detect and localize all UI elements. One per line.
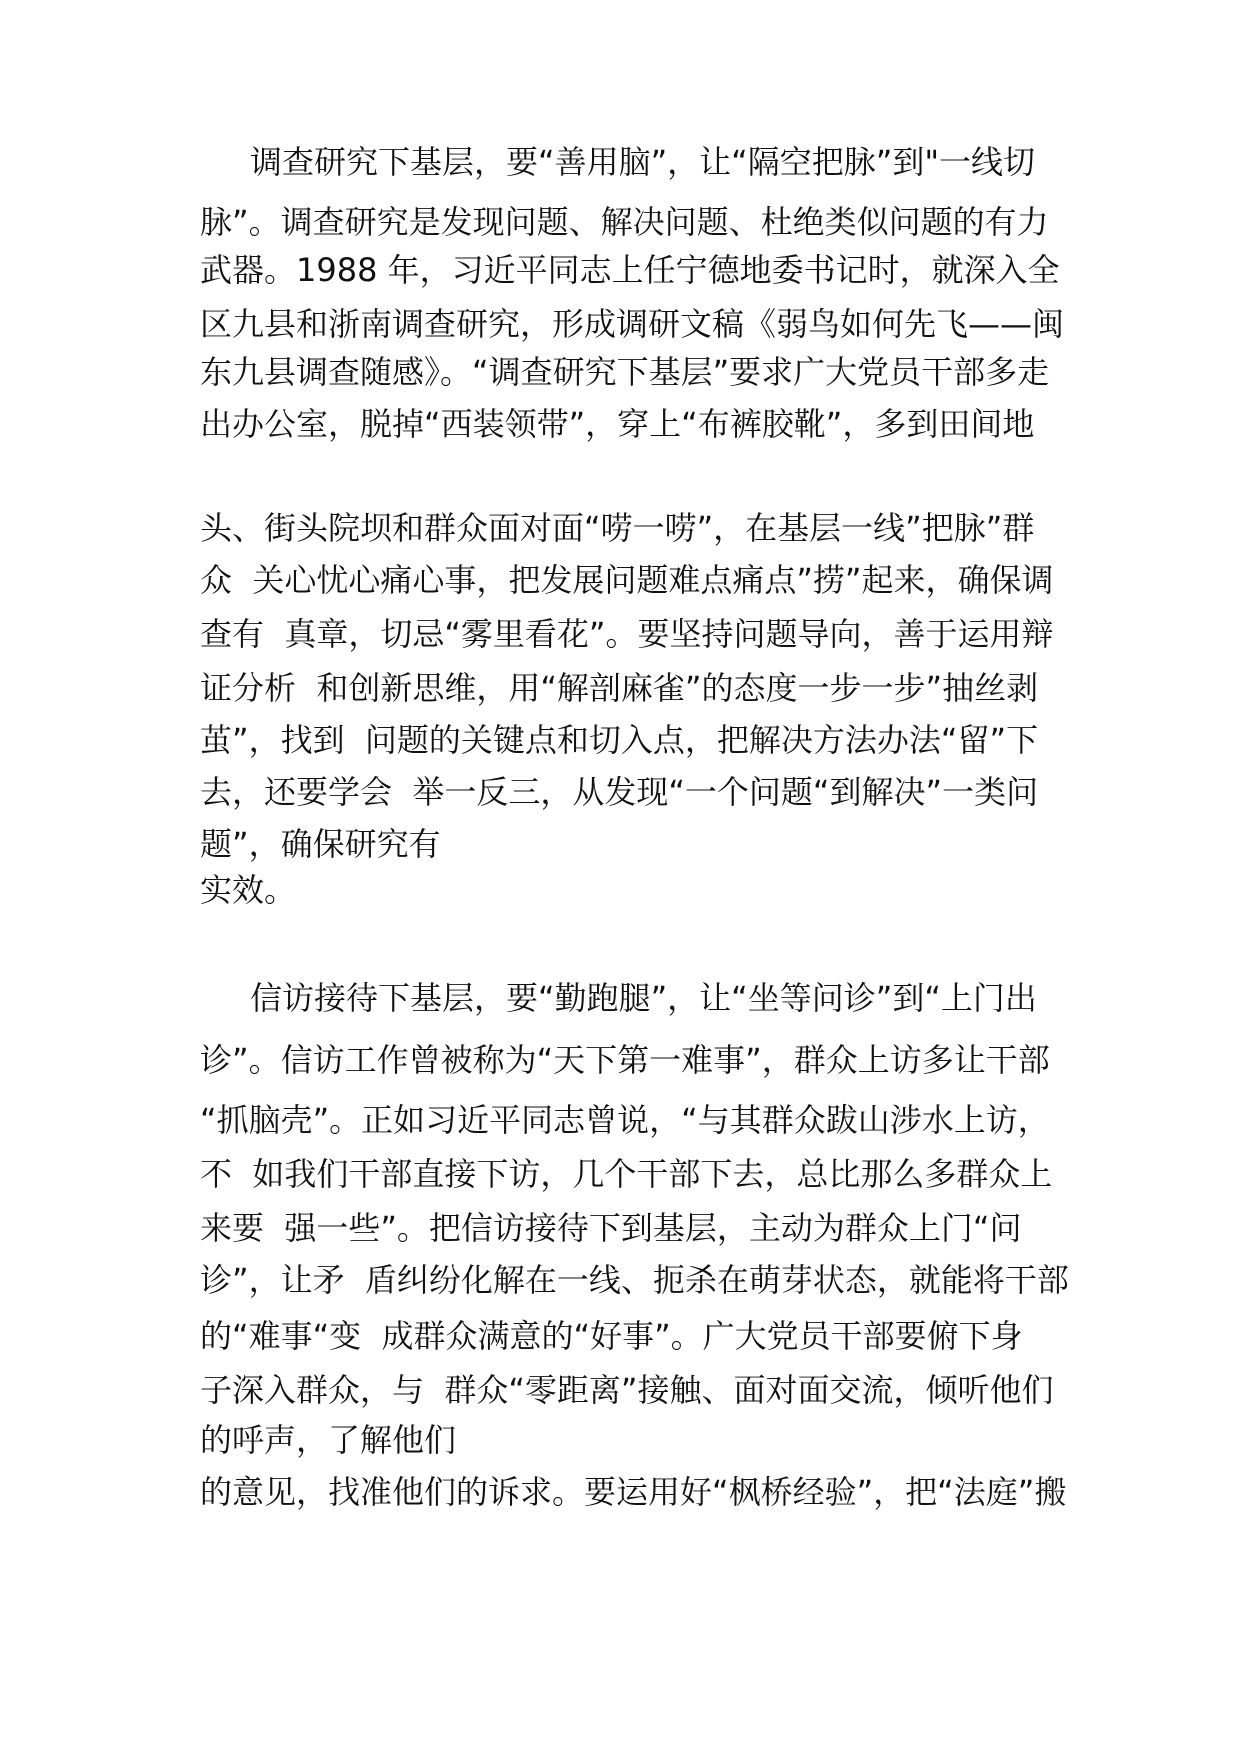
paragraph-1-line-5: 东九县调查随感》。“调查研究下基层”要求广大党员干部多走 [200, 353, 1050, 391]
paragraph-2-line-8: 子深入群众，与 群众“零距离”接触、面对面交流，倾听他们 [200, 1371, 1054, 1409]
paragraph-1-line-6: 出办公室，脱掉“西装领带”，穿上“布裤胶靴”，多到田间地 [200, 405, 1035, 443]
paragraph-1-line-7: 头、街头院坝和群众面对面“唠一唠”，在基层一线”把脉”群 [200, 509, 1035, 547]
paragraph-1-line-8: 众 关心忧心痛心事，把发展问题难点痛点”捞”起来，确保调 [200, 561, 1054, 599]
paragraph-2-line-5: 来要 强一些”。把信访接待下到基层，主动为群众上门“问 [200, 1209, 1022, 1247]
paragraph-1-line-10: 证分析 和创新思维，用“解剖麻雀”的态度一步一步”抽丝剥 [200, 669, 1039, 707]
paragraph-2-line-1: 信访接待下基层，要“勤跑腿”，让“坐等问诊”到“上门出 [250, 979, 1037, 1017]
paragraph-2-line-6: 诊”，让矛 盾纠纷化解在一线、扼杀在萌芽状态，就能将干部 [200, 1261, 1069, 1299]
paragraph-2-line-9: 的呼声，了解他们 [200, 1421, 457, 1459]
paragraph-1-line-2: 脉”。调查研究是发现问题、解决问题、杜绝类似问题的有力 [200, 203, 1049, 241]
paragraph-2-line-2: 诊”。信访工作曾被称为“天下第一难事”，群众上访多让干部 [200, 1041, 1050, 1079]
paragraph-1-line-9: 查有 真章，切忌“雾里看花”。要坚持问题导向，善于运用辩 [200, 615, 1054, 653]
paragraph-2-line-7: 的“难事“变 成群众满意的“好事”。广大党员干部要俯下身 [200, 1317, 1023, 1355]
paragraph-1-line-11: 茧”，找到 问题的关键点和切入点，把解决方法办法“留”下 [200, 721, 1039, 759]
paragraph-1-line-1: 调查研究下基层，要“善用脑”，让“隔空把脉”到"一线切 [250, 143, 1036, 181]
paragraph-1-line-13: 题”，确保研究有 [200, 825, 441, 863]
paragraph-2-line-3: “抓脑壳”。正如习近平同志曾说，“与其群众跋山涉水上访， [200, 1101, 1050, 1139]
paragraph-1-line-12: 去，还要学会 举一反三，从发现“一个问题“到解决”一类问 [200, 773, 1039, 811]
paragraph-2-line-10: 的意见，找准他们的诉求。要运用好“枫桥经验”，把“法庭”搬 [200, 1473, 1067, 1511]
paragraph-2-line-4: 不 如我们干部直接下访，几个干部下去，总比那么多群众上 [200, 1155, 1053, 1193]
paragraph-1-line-3: 武器。1988 年，习近平同志上任宁德地委书记时，就深入全 [200, 251, 1060, 289]
paragraph-1-line-14: 实效。 [200, 871, 297, 909]
paragraph-1-line-4: 区九县和浙南调查研究，形成调研文稿《弱鸟如何先飞——闽 [200, 305, 1065, 343]
